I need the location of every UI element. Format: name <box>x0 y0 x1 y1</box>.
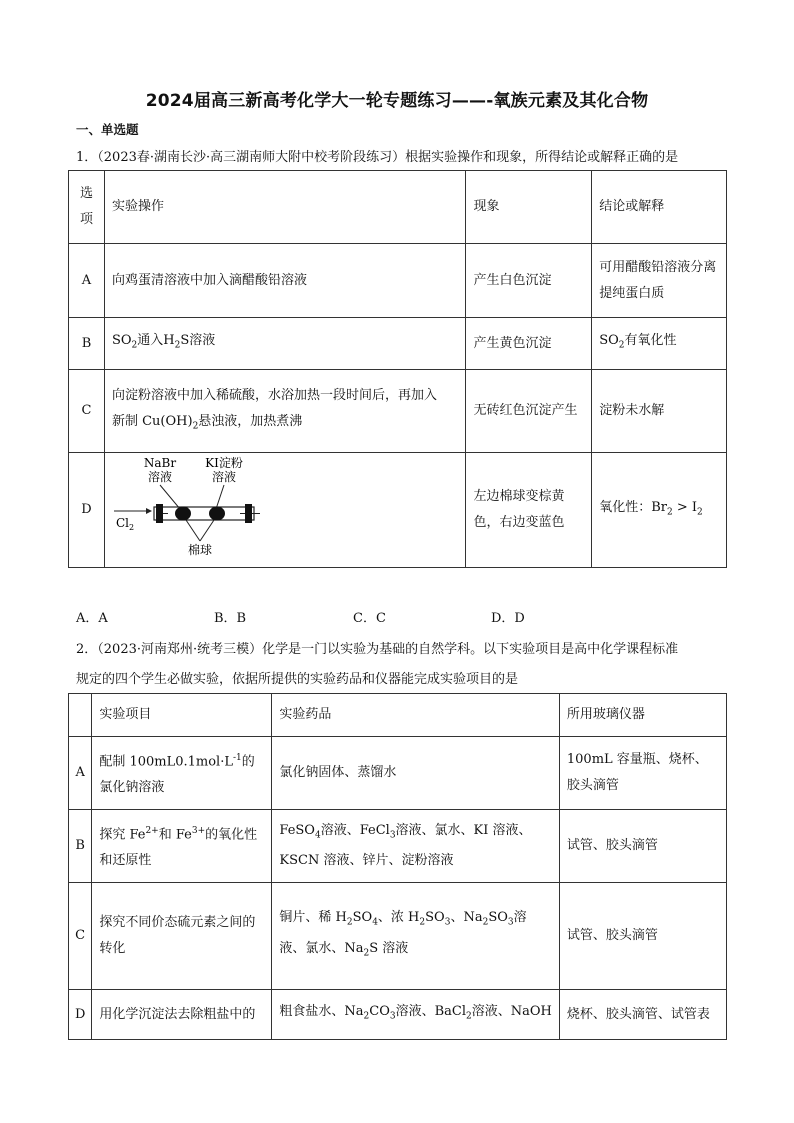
header-option: 选项 <box>69 171 105 244</box>
glass-cell: 烧杯、胶头滴管、试管表 <box>559 990 726 1040</box>
choice-d[interactable]: D．D <box>491 611 525 626</box>
header-item: 实验项目 <box>92 694 272 737</box>
glass-tube <box>154 507 254 520</box>
header-drug: 实验药品 <box>272 694 560 737</box>
choice-b[interactable]: B．B <box>214 611 247 626</box>
nabr-solution-label: 溶液 <box>147 470 172 484</box>
left-stopper <box>156 504 163 523</box>
table-row <box>69 318 727 370</box>
question-1-table <box>68 170 727 568</box>
question-2-table <box>68 693 727 1040</box>
glass-cell: 试管、胶头滴管 <box>559 810 726 883</box>
table-row <box>69 990 727 1040</box>
table-row <box>69 883 727 990</box>
glass-cell: 100mL 容量瓶、烧杯、胶头滴管 <box>559 737 726 810</box>
header-phenomenon: 现象 <box>466 171 592 244</box>
ki-label: KI淀粉 <box>205 456 243 470</box>
ki-solution-label: 溶液 <box>211 470 236 484</box>
header-conclusion: 结论或解释 <box>592 171 727 244</box>
table-header-row <box>69 171 727 244</box>
option-label: B <box>69 318 105 370</box>
option-label: A <box>69 244 105 318</box>
nabr-label: NaBr <box>143 456 177 470</box>
cotton-label: 棉球 <box>187 543 212 557</box>
header-glass: 所用玻璃仪器 <box>559 694 726 737</box>
choice-a[interactable]: A．A <box>76 611 108 626</box>
table-header-row <box>69 694 727 737</box>
drug-cell: 粗食盐水、$Na_2CO_3$溶液、BaCl$_2$溶液、NaOH <box>272 990 560 1040</box>
table-row <box>69 737 727 810</box>
arrow-head-icon <box>146 508 152 514</box>
phenomenon-cell: 产生白色沉淀 <box>466 244 592 318</box>
chlorine-label: $Cl_2$ <box>115 516 135 532</box>
operation-cell <box>104 453 465 568</box>
conclusion-cell: $SO_2$有氧化性 <box>592 318 727 370</box>
operation-cell: 向淀粉溶液中加入稀硫酸，水浴加热一段时间后，再加入 新制 $Cu(OH)_2$悬浊液，加热煮沸 <box>104 370 465 453</box>
option-label: D <box>69 453 105 568</box>
conclusion-cell: 可用醋酸铅溶液分离提纯蛋白质 <box>592 244 727 318</box>
phenomenon-cell: 左边棉球变棕黄色，右边变蓝色 <box>466 453 592 568</box>
option-label: A <box>69 737 92 810</box>
glass-cell: 试管、胶头滴管 <box>559 883 726 990</box>
phenomenon-cell: 无砖红色沉淀产生 <box>466 370 592 453</box>
conclusion-cell: 淀粉未水解 <box>592 370 727 453</box>
section-heading: 一、单选题 <box>76 122 139 137</box>
nabr-cotton-ball <box>175 507 191 521</box>
question-1-stem: 1．（2023春·湖南长沙·高三湖南师大附中校考阶段练习）根据实验操作和现象，所得结论或解释正确的是 <box>76 150 679 165</box>
option-label: D <box>69 990 92 1040</box>
page-title: 2024届高三新高考化学大一轮专题练习——-氧族元素及其化合物 <box>145 91 649 111</box>
drug-cell: FeSO$_4$溶液、FeCl$_3$溶液、氯水、KI 溶液、KSCN 溶液、锌片、淀粉溶液 <box>272 810 560 883</box>
header-operation: 实验操作 <box>104 171 465 244</box>
right-stopper <box>245 504 252 523</box>
ki-cotton-ball <box>209 507 225 521</box>
item-cell: 用化学沉淀法去除粗盐中的 <box>92 990 272 1040</box>
operation-cell: 向鸡蛋清溶液中加入滴醋酸铅溶液 <box>104 244 465 318</box>
option-label: B <box>69 810 92 883</box>
option-label: C <box>69 883 92 990</box>
table-row <box>69 244 727 318</box>
operation-cell: $SO_2$通入$H_2S$溶液 <box>104 318 465 370</box>
option-label: C <box>69 370 105 453</box>
item-cell: 配制 $100mL0.1mol\cdot L^{-1}$的氯化钠溶液 <box>92 737 272 810</box>
question-2-stem-line1: 2．（2023·河南郑州·统考三模）化学是一门以实验为基础的自然学科。以下实验项目是高中化学课程标准 <box>76 642 679 657</box>
ki-pointer <box>216 485 224 509</box>
question-2-stem-line2: 规定的四个学生必做实验，依据所提供的实验药品和仪器能完成实验项目的是 <box>76 672 519 687</box>
apparatus-diagram <box>112 453 272 557</box>
table-row <box>69 370 727 453</box>
conclusion-cell: 氧化性：$Br_2 > I_2$ <box>592 453 727 568</box>
drug-cell: 铜片、稀 $H_2SO_4$、浓 $H_2SO_3$、$Na_2SO_3$溶液、氯水、$Na_2S$ 溶液 <box>272 883 560 990</box>
item-cell: 探究 $Fe^{2+}$和 $Fe^{3+}$的氧化性和还原性 <box>92 810 272 883</box>
phenomenon-cell: 产生黄色沉淀 <box>466 318 592 370</box>
table-row <box>69 810 727 883</box>
drug-cell: 氯化钠固体、蒸馏水 <box>272 737 560 810</box>
table-row <box>69 453 727 568</box>
item-cell: 探究不同价态硫元素之间的转化 <box>92 883 272 990</box>
choice-c[interactable]: C．C <box>353 611 386 626</box>
